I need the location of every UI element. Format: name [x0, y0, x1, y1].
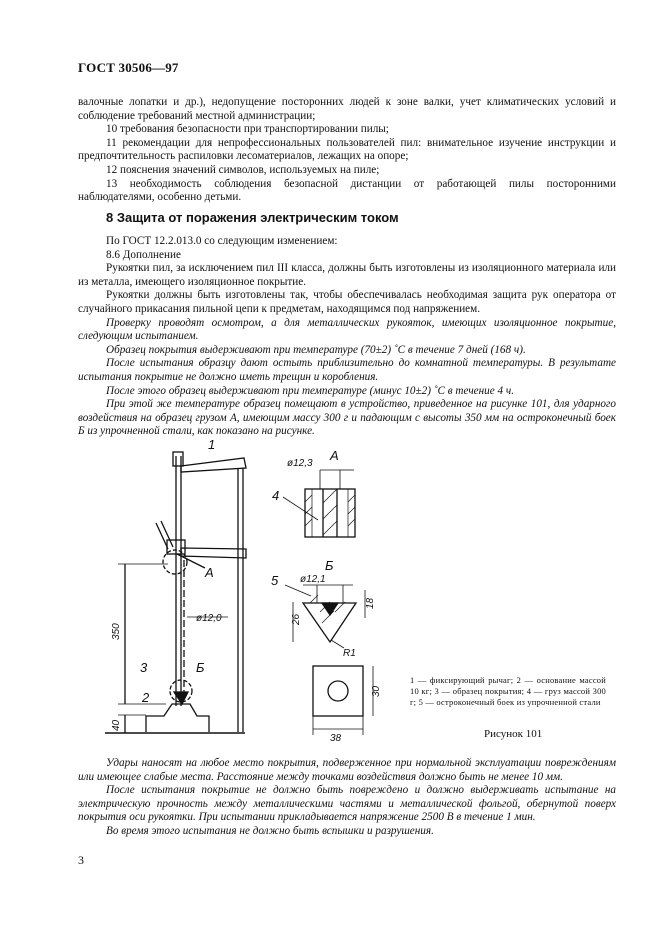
paragraph: Образец покрытия выдерживают при температуре (70±2) ˚С в течение 7 дней (168 ч).	[106, 343, 526, 356]
handle	[156, 521, 173, 549]
label-4: 4	[272, 488, 280, 503]
paragraph: 8.6 Дополнение	[106, 248, 181, 261]
dim-d-a: ø12,3	[287, 458, 313, 469]
paragraph: 10 требования безопасности при транспортировании пилы;	[106, 123, 389, 136]
dim-d-b: ø12,1	[300, 574, 326, 585]
detail-plan	[313, 666, 363, 716]
section-title: 8 Защита от поражения электрическим током	[106, 210, 399, 225]
dim-18: 18	[365, 597, 376, 609]
label-b: Б	[196, 660, 205, 675]
paragraph: При этой же температуре образец помещают в устройство, приведенное на рисунке 101, для ударного воздействия на образец грузом А, имеющим массу 300 г и падающим с высоты 350 мм на остроконечный боек Б из упрочненной стали, как показано на рисунке.	[78, 398, 616, 438]
leader-5	[285, 585, 311, 596]
dim-350: 350	[111, 623, 122, 640]
bottom-paragraphs	[78, 757, 616, 839]
label-3: 3	[140, 660, 148, 675]
paragraph: После испытания образцу дают остыть приблизительно до комнатной температуры. В результате испытания покрытие не должно иметь трещин и коробления.	[78, 357, 616, 383]
document-header: ГОСТ 30506—97	[78, 60, 179, 75]
detail-b-title: Б	[325, 558, 334, 573]
paragraph: 12 пояснения значений символов, используемых на пиле;	[106, 163, 380, 176]
paragraph: После этого образец выдерживают при температуре (минус 10±2) ˚С в течение 4 ч.	[106, 384, 515, 397]
paragraph: 11 рекомендации для непрофессиональных пользователей пил: внимательное изучение инструкции и предпочтительность распиловки лесоматериалов, лежащих на опоре;	[78, 136, 616, 163]
figure-title: Рисунок 101	[484, 728, 543, 740]
page-number: 3	[78, 853, 84, 867]
leader-4	[283, 497, 318, 520]
detail-plan-hole	[328, 681, 348, 701]
base	[146, 704, 209, 732]
paragraph: 13 необходимость соблюдения безопасной дистанции от работающей пилы посторонними наблюдателями, особенно детьми.	[78, 177, 616, 204]
detail-a-title: А	[330, 448, 339, 463]
label-5: 5	[271, 573, 279, 588]
dim-26: 26	[291, 613, 302, 625]
dim-38: 38	[330, 733, 342, 744]
label-2: 2	[142, 690, 150, 705]
paragraph: После испытания покрытие не должно быть повреждено и должно выдерживать испытание на электрическую прочность между металлическими частями и металлической фольгой, обернутой поверх покрытия оси рукоятки. При испытании прикладывается напряжение 2500 В в течение 1 мин.	[78, 784, 616, 824]
paragraph: Во время этого испытания не должно быть вспышки и разрушения.	[106, 824, 434, 837]
label-a: А	[205, 565, 214, 580]
figure-caption: 1 — фиксирующий рычаг; 2 — основание массой 10 кг; 3 — образец покрытия; 4 — груз массой 300 г; 5 — остроконечный боек из упрочненной стали	[410, 675, 606, 707]
paragraph: Проверку проводят осмотром, а для металлических рукояток, имеющих изоляционное покрытие, следующим испытанием.	[78, 316, 616, 343]
dim-r1: R1	[343, 648, 356, 659]
dim-40: 40	[111, 719, 122, 731]
rod-diameter: ø12,0	[196, 613, 222, 624]
dim-30: 30	[371, 685, 382, 697]
paragraph: По ГОСТ 12.2.013.0 со следующим изменением:	[106, 235, 338, 247]
paragraph: Рукоятки пил, за исключением пил III класса, должны быть изготовлены из изоляционного материала или из металла, имеющего изоляционное покрытие.	[78, 262, 616, 288]
paragraph: валочные лопатки и др.), недопущение посторонних людей к зоне валки, учет климатических условий и соблюдение требований местной администрации;	[78, 96, 616, 122]
paragraph: Рукоятки должны быть изготовлены так, чтобы обеспечивалась необходимая защита рук оператора от случайного прикасания пильной цепи к предметам, находящимся под напряжением.	[78, 289, 616, 315]
label-1: 1	[208, 437, 216, 452]
fixing-lever	[181, 458, 246, 472]
paragraph: Удары наносят на любое место покрытия, подверженное при нормальной эксплуатации повреждениям или имеющее слабые места. Расстояние между точками воздействия должно быть не менее 10 мм.	[78, 757, 616, 783]
lower-lever	[181, 548, 246, 558]
